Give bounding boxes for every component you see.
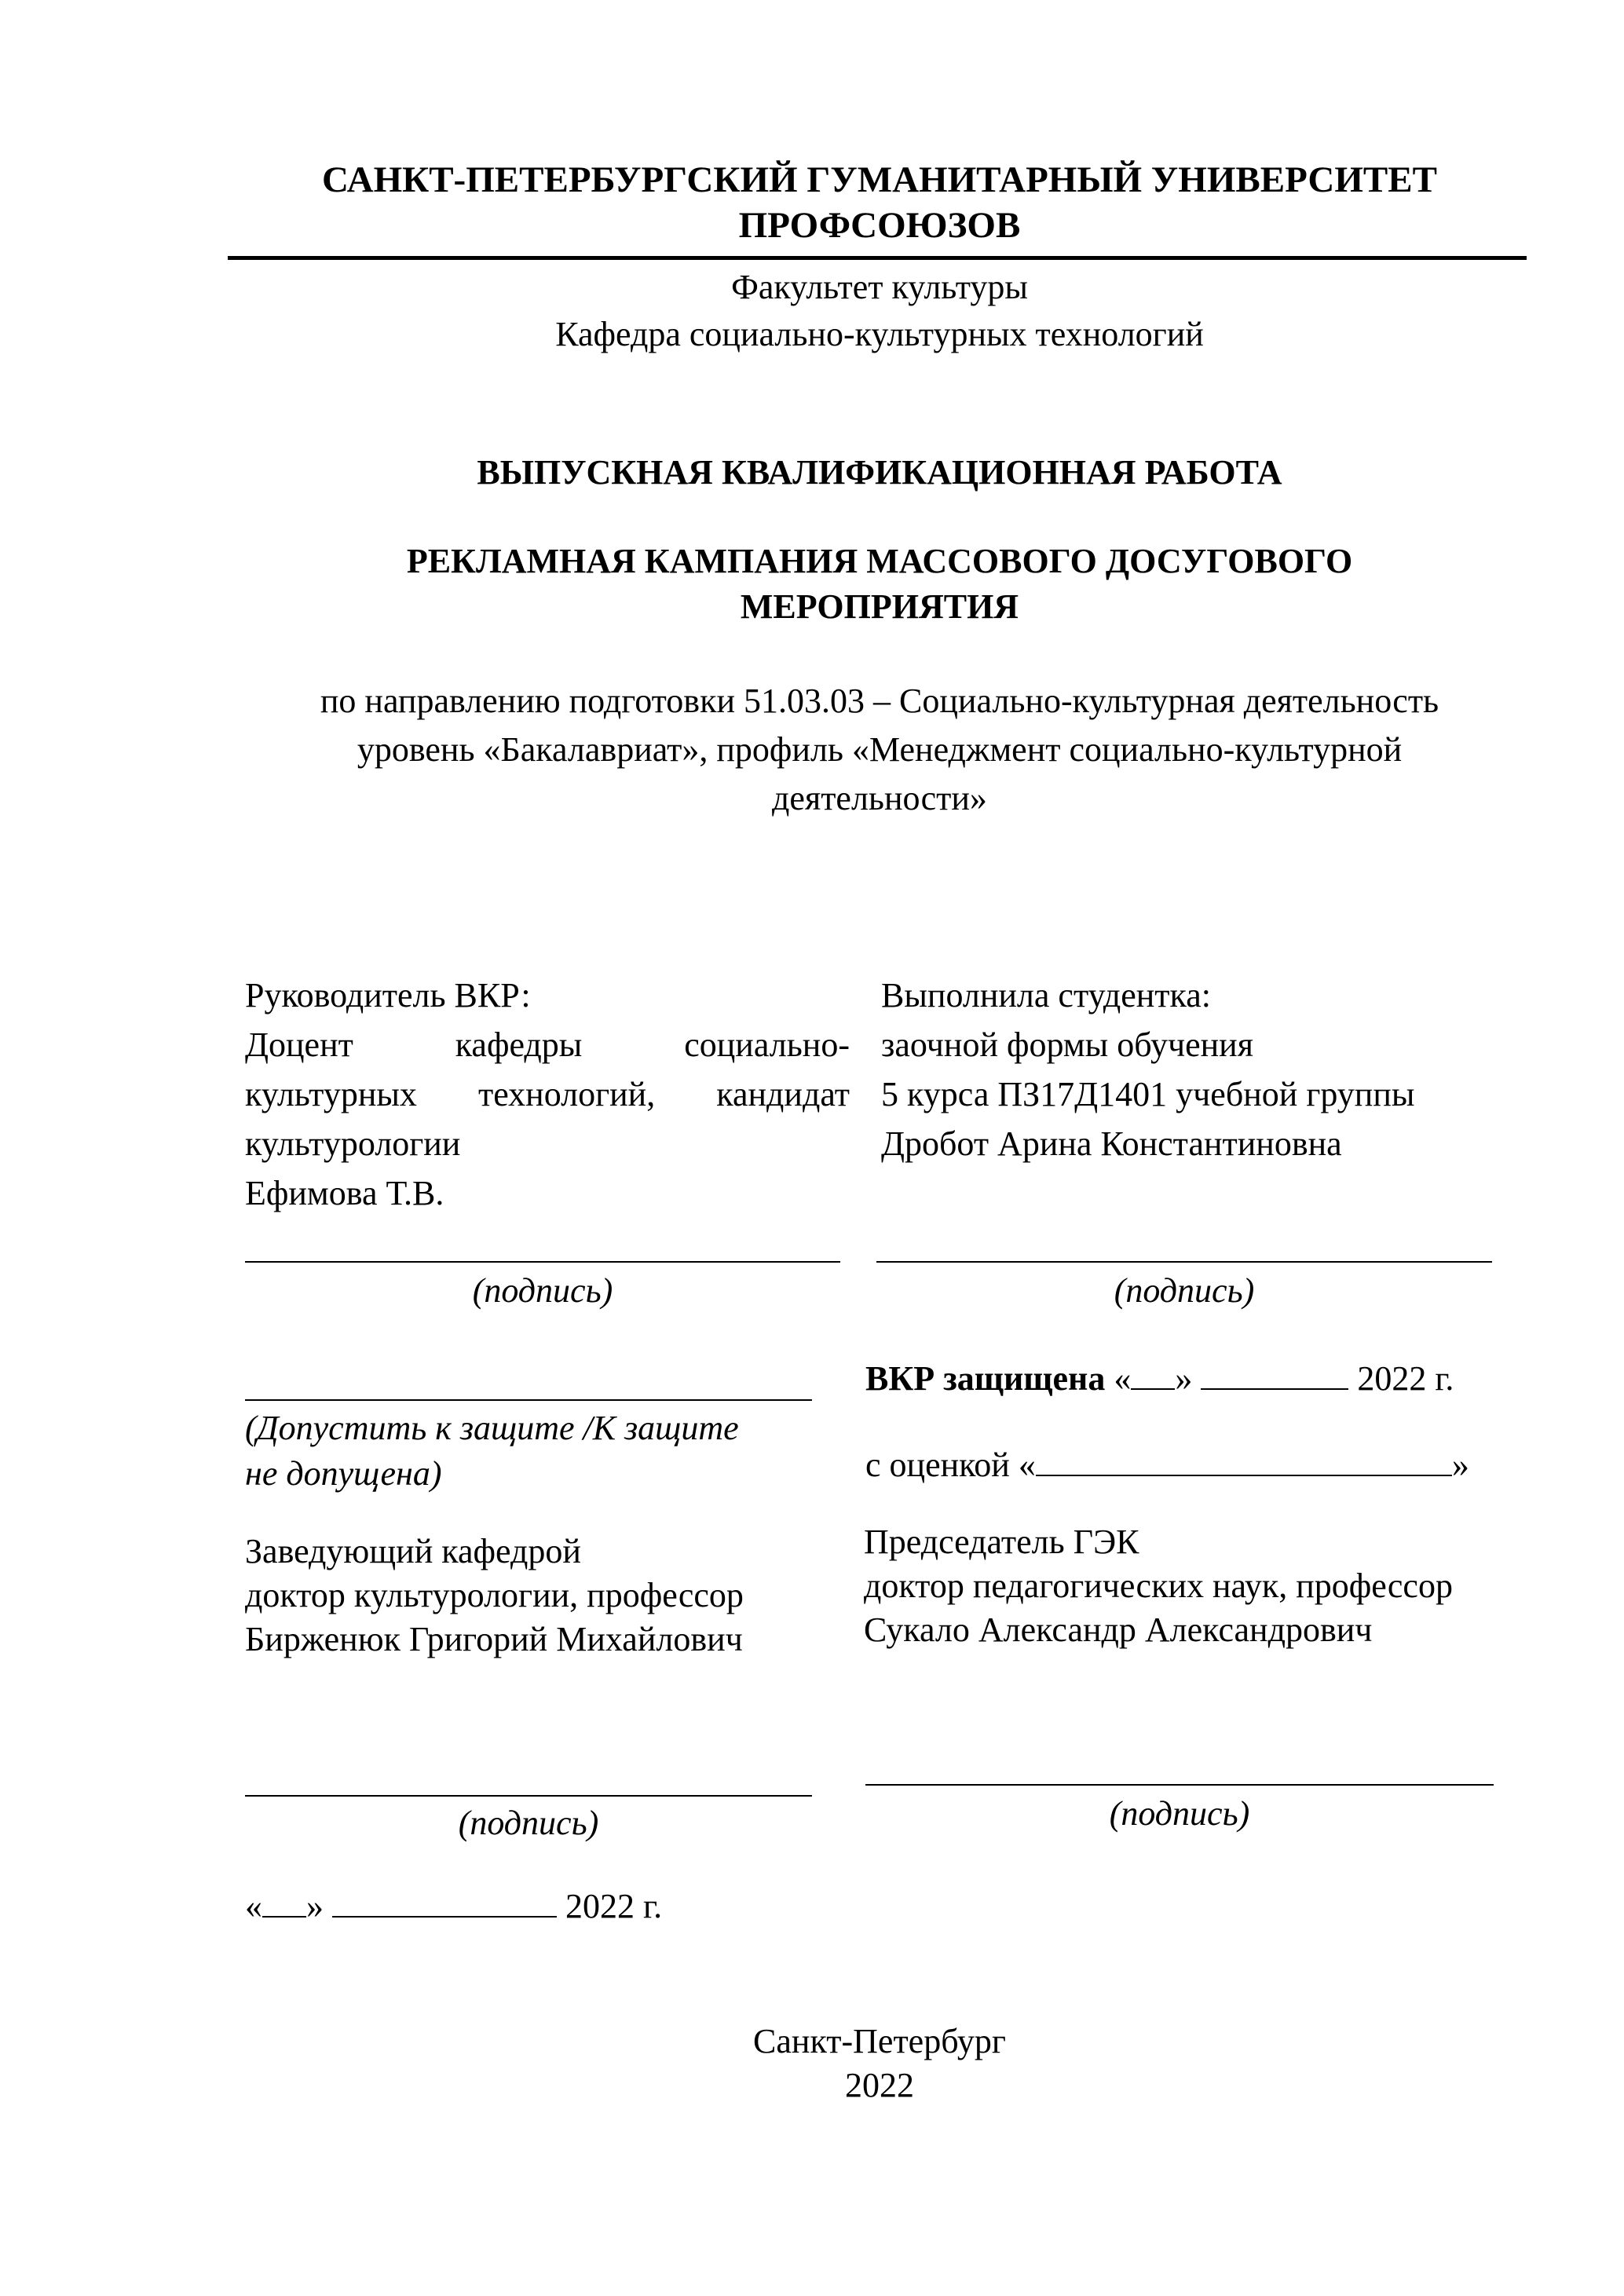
faculty: Факультет культуры: [731, 268, 1028, 306]
grade-field[interactable]: [1036, 1448, 1452, 1476]
chairman-title: Председатель ГЭК: [864, 1523, 1139, 1561]
direction-line3: деятельности»: [772, 779, 987, 817]
direction-line1: по направлению подготовки 51.03.03 – Социально-культурная деятельность: [320, 682, 1439, 720]
thesis-topic-line1: РЕКЛАМНАЯ КАМПАНИЯ МАССОВОГО ДОСУГОВОГО: [406, 542, 1353, 580]
supervisor-signature-caption: (подпись): [472, 1271, 613, 1310]
thesis-topic-line2: МЕРОПРИЯТИЯ: [740, 587, 1019, 626]
supervisor-position-line2: культурных технологий, кандидат: [245, 1075, 850, 1113]
footer-city: Санкт-Петербург: [753, 2022, 1006, 2060]
student-signature-line[interactable]: [876, 1261, 1492, 1263]
student-name: Дробот Арина Константиновна: [881, 1124, 1342, 1163]
admission-caption-line1: (Допустить к защите /К защите: [245, 1409, 739, 1447]
faculty-block: [228, 264, 1531, 358]
student-block: [881, 971, 1541, 1168]
student-group: 5 курса ПЗ17Д1401 учебной группы: [881, 1075, 1415, 1113]
chairman-name: Сукало Александр Александрович: [864, 1610, 1373, 1649]
student-label: Выполнила студентка:: [881, 976, 1211, 1015]
footer-year: 2022: [845, 2066, 914, 2104]
chairman-block: [864, 1520, 1571, 1652]
chairman-signature-caption: (подпись): [1109, 1794, 1250, 1833]
defense-open-quote: «: [1114, 1359, 1132, 1398]
defense-year: 2022 г.: [1357, 1359, 1454, 1398]
admission-caption: [245, 1406, 842, 1497]
grade-line: [865, 1445, 1556, 1486]
university-name-line2: ПРОФСОЮЗОВ: [738, 205, 1021, 246]
head-of-department-block: [245, 1530, 858, 1662]
grade-close-quote: »: [1451, 1446, 1469, 1484]
head-name: Бирженюк Григорий Михайлович: [245, 1620, 743, 1658]
header-divider: [228, 256, 1527, 260]
work-type: ВЫПУСКНАЯ КВАЛИФИКАЦИОННАЯ РАБОТА: [477, 453, 1282, 492]
admission-signature-line[interactable]: [245, 1399, 812, 1401]
university-name: [228, 157, 1531, 248]
supervisor-label: Руководитель ВКР:: [245, 976, 531, 1015]
student-signature-caption: (подпись): [1114, 1271, 1255, 1310]
department: Кафедра социально-культурных технологий: [555, 315, 1204, 353]
defense-month-field[interactable]: [1201, 1362, 1348, 1390]
date-close-quote: »: [306, 1887, 324, 1925]
supervisor-position-line1: Доцент кафедры социально-: [245, 1026, 850, 1064]
chairman-signature-line[interactable]: [865, 1784, 1494, 1786]
thesis-topic: [228, 539, 1531, 630]
admission-caption-line2: не допущена): [245, 1454, 442, 1493]
student-study-form: заочной формы обучения: [881, 1026, 1253, 1064]
defense-close-quote: »: [1175, 1359, 1193, 1398]
footer: [228, 2020, 1531, 2108]
university-name-line1: САНКТ-ПЕТЕРБУРГСКИЙ ГУМАНИТАРНЫЙ УНИВЕРСИТЕТ: [322, 159, 1437, 200]
defense-day-field[interactable]: [1131, 1362, 1175, 1390]
supervisor-signature-line[interactable]: [245, 1261, 840, 1263]
approval-date-line: [245, 1886, 952, 1928]
head-degree: доктор культурологии, профессор: [245, 1576, 744, 1614]
grade-label: с оценкой «: [865, 1446, 1036, 1484]
supervisor-block: [245, 971, 850, 1218]
direction-line2: уровень «Бакалавриат», профиль «Менеджмент социально-культурной: [357, 730, 1403, 769]
date-open-quote: «: [245, 1887, 262, 1925]
head-title: Заведующий кафедрой: [245, 1532, 581, 1570]
head-signature-caption: (подпись): [458, 1804, 599, 1842]
date-day-field[interactable]: [262, 1889, 306, 1918]
chairman-degree: доктор педагогических наук, профессор: [864, 1567, 1453, 1605]
date-month-field[interactable]: [332, 1889, 557, 1918]
defense-label: ВКР защищена: [865, 1359, 1106, 1398]
date-year: 2022 г.: [565, 1887, 663, 1925]
supervisor-name: Ефимова Т.В.: [245, 1174, 444, 1212]
defense-line: [865, 1358, 1556, 1400]
direction-block: [228, 677, 1531, 823]
supervisor-position-line3: культурологии: [245, 1124, 461, 1163]
head-signature-line[interactable]: [245, 1795, 812, 1797]
